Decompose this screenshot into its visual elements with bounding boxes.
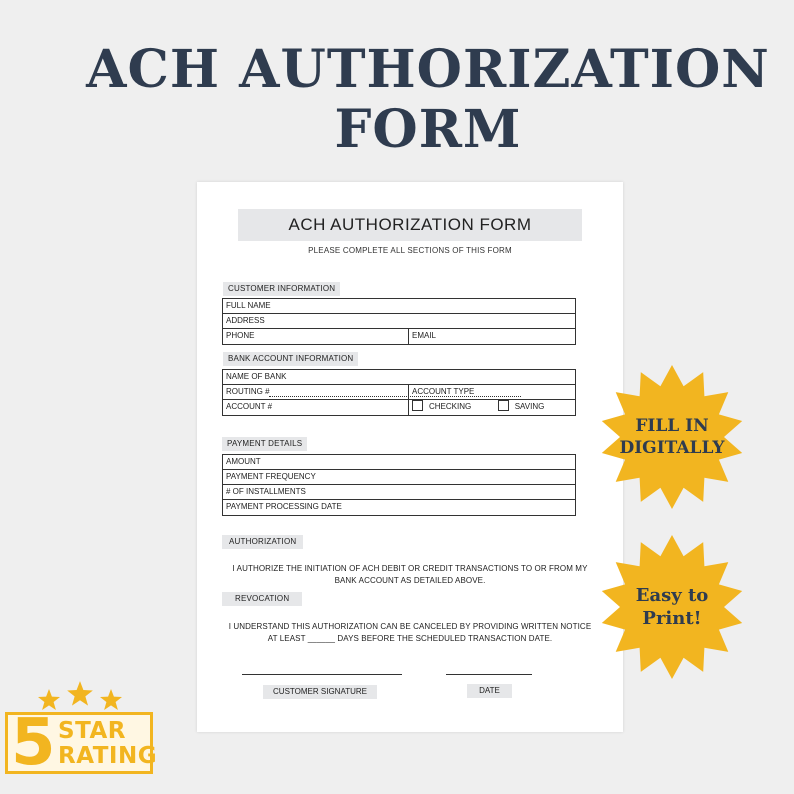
signature-line[interactable] — [242, 674, 402, 675]
installments-label: # OF INSTALLMENTS — [226, 487, 306, 496]
amount-row[interactable] — [223, 455, 575, 470]
bank-table — [222, 369, 576, 416]
account-type-label: ACCOUNT TYPE — [408, 385, 575, 399]
fill-digitally-badge — [599, 364, 745, 510]
full-name-row[interactable] — [223, 299, 575, 314]
routing-row — [223, 385, 575, 400]
amount-label: AMOUNT — [226, 457, 261, 466]
easy-print-badge — [599, 534, 745, 680]
rating-word-star: STAR — [58, 718, 126, 744]
form-sheet — [197, 182, 623, 732]
customer-table — [222, 298, 576, 345]
revocation-text: I UNDERSTAND THIS AUTHORIZATION CAN BE CANCELED BY PROVIDING WRITTEN NOTICE AT LEAST ______ DAYS BEFORE THE SCHEDULED TRANSACTION DATE. — [228, 622, 592, 643]
payment-section-label: PAYMENT DETAILS — [222, 437, 307, 451]
full-name-label: FULL NAME — [226, 301, 271, 310]
bank-section-label: BANK ACCOUNT INFORMATION — [223, 352, 358, 366]
account-number-row — [223, 400, 575, 415]
processing-date-row[interactable] — [223, 500, 575, 515]
email-label[interactable]: EMAIL — [408, 329, 575, 344]
address-row[interactable] — [223, 314, 575, 329]
routing-label[interactable]: ROUTING # — [226, 387, 270, 396]
frequency-label: PAYMENT FREQUENCY — [226, 472, 316, 481]
rating-word-rating: RATING — [58, 743, 158, 769]
account-number-label[interactable]: ACCOUNT # — [226, 402, 273, 411]
page-headline-line2: FORM — [334, 99, 522, 160]
bank-name-label: NAME OF BANK — [226, 372, 287, 381]
saving-checkbox[interactable] — [498, 400, 509, 411]
processing-date-label: PAYMENT PROCESSING DATE — [226, 502, 342, 511]
checking-label: CHECKING — [429, 402, 472, 411]
saving-label: SAVING — [514, 402, 545, 411]
bank-name-row[interactable] — [223, 370, 575, 385]
phone-email-row — [223, 329, 575, 344]
phone-label[interactable]: PHONE — [226, 331, 255, 340]
date-label: DATE — [467, 684, 512, 698]
authorization-label: AUTHORIZATION — [222, 535, 303, 549]
account-type-options — [408, 400, 575, 415]
dotted-divider — [269, 396, 521, 397]
payment-table — [222, 454, 576, 516]
star-icon — [66, 680, 94, 708]
rating-number: 5 — [11, 706, 56, 780]
form-subtitle: PLEASE COMPLETE ALL SECTIONS OF THIS FORM — [308, 246, 512, 255]
revocation-label: REVOCATION — [222, 592, 302, 606]
address-label: ADDRESS — [226, 316, 265, 325]
star-icon — [99, 688, 123, 712]
five-star-rating — [0, 680, 160, 790]
installments-row[interactable] — [223, 485, 575, 500]
fill-digitally-text: FILL IN DIGITALLY — [619, 416, 725, 458]
page-headline-line1: ACH AUTHORIZATION — [86, 39, 770, 100]
date-line[interactable] — [446, 674, 532, 675]
checking-checkbox[interactable] — [412, 400, 423, 411]
form-title: ACH AUTHORIZATION FORM — [238, 209, 582, 241]
frequency-row[interactable] — [223, 470, 575, 485]
easy-print-text: Easy to Print! — [635, 585, 709, 629]
customer-section-label: CUSTOMER INFORMATION — [223, 282, 340, 296]
authorization-text: I AUTHORIZE THE INITIATION OF ACH DEBIT OR CREDIT TRANSACTIONS TO OR FROM MY BANK ACCOUNT AS DETAILED ABOVE. — [232, 564, 588, 585]
signature-label: CUSTOMER SIGNATURE — [263, 685, 377, 699]
